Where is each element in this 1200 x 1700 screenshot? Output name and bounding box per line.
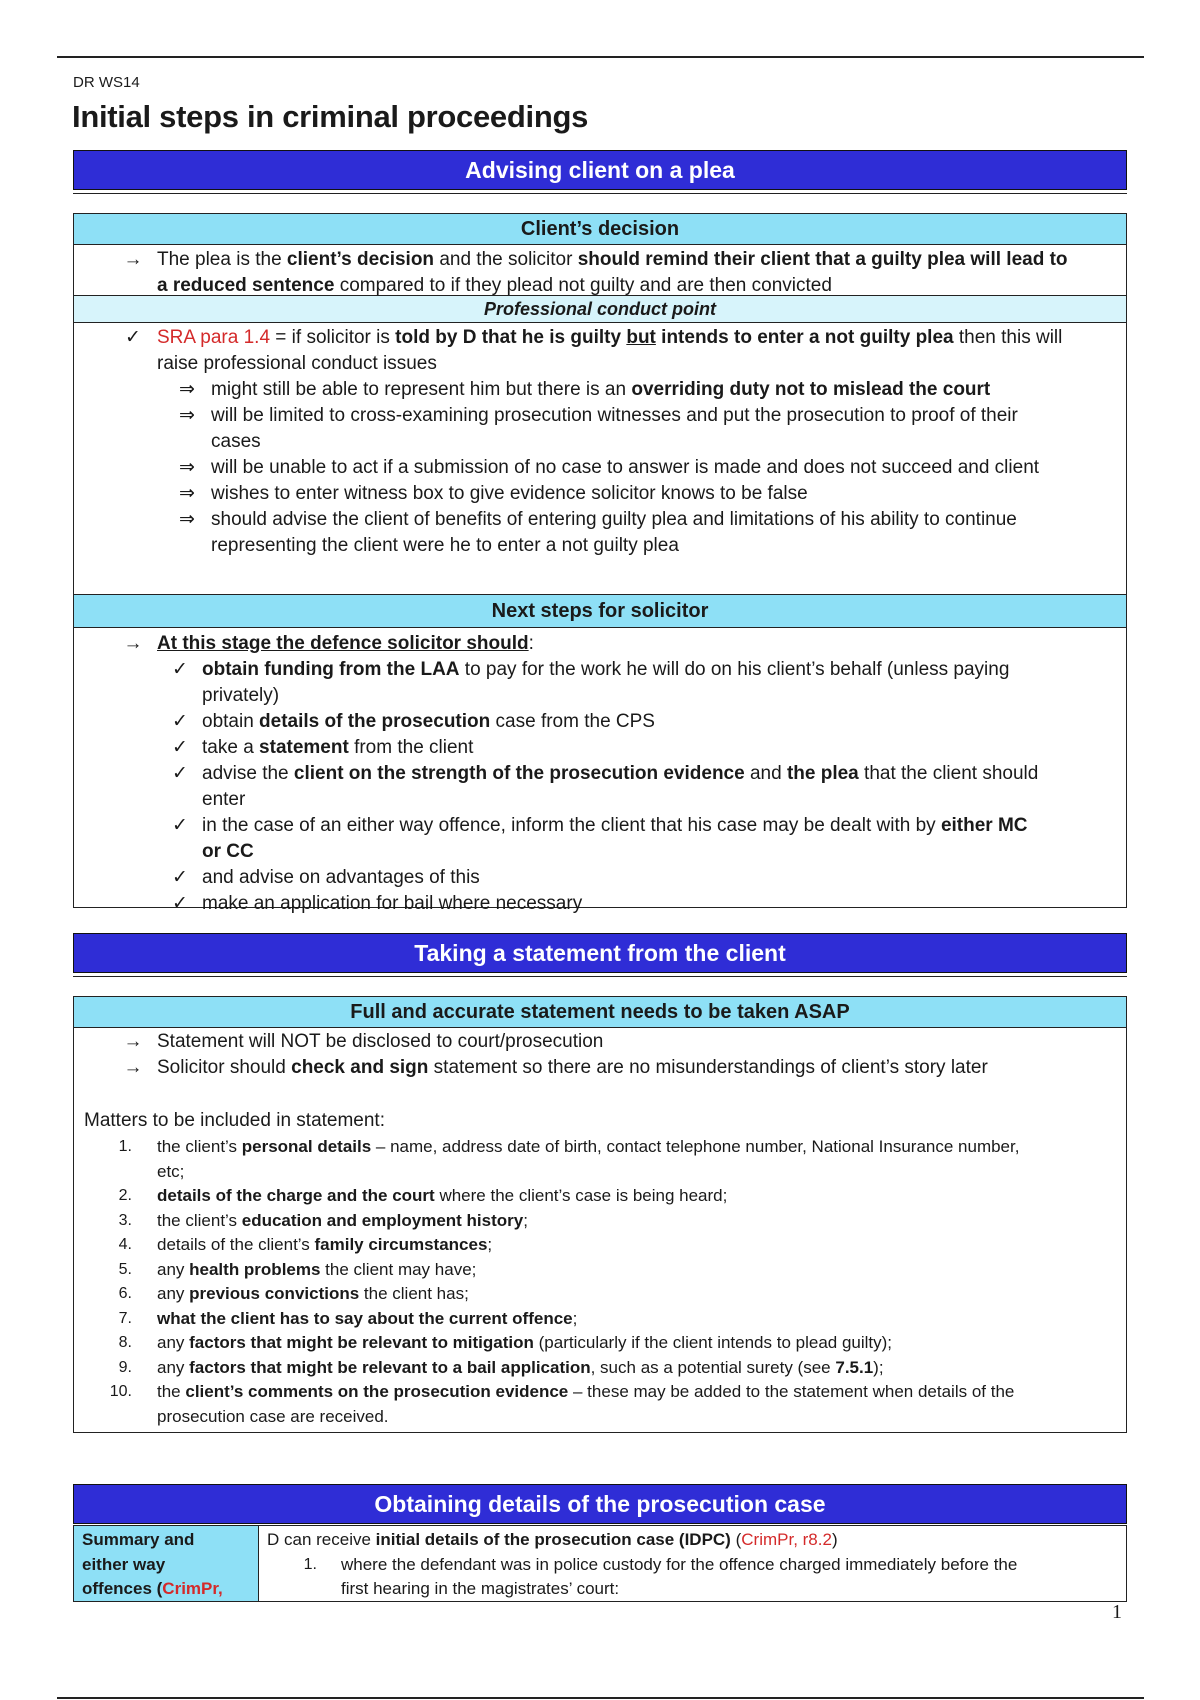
next-steps-heading: Next steps for solicitor — [74, 595, 1126, 628]
section-banner-prosecution: Obtaining details of the prosecution case — [73, 1484, 1127, 1524]
double-arrow-icon: ⇒ — [179, 405, 195, 426]
statement-item-cont: prosecution case are received. — [157, 1406, 389, 1426]
page-number: 1 — [1112, 1601, 1122, 1623]
section-banner-statement: Taking a statement from the client — [73, 933, 1127, 973]
next-step-item-cont: privately) — [202, 685, 280, 706]
idpc-item: 1. where the defendant was in police custody for the offence charged immediately before the — [303, 1554, 1018, 1574]
conduct-sub-item: ⇒ will be limited to cross-examining prosecution witnesses and put the prosecution to proof of their — [74, 403, 1126, 429]
statement-panel — [73, 996, 1127, 1433]
conduct-point: ✓ SRA para 1.4 = if solicitor is told by D that he is guilty but intends to enter a not guilty plea then this will — [74, 325, 1126, 351]
check-icon: ✓ — [172, 763, 188, 784]
arrow-icon: → — [123, 249, 143, 270]
statement-item: 10. the client’s comments on the prosecution evidence – these may be added to the statement when details of the — [109, 1382, 1015, 1401]
matters-label: Matters to be included in statement: — [84, 1110, 385, 1131]
plea-panel — [73, 213, 1127, 914]
statement-item: 8. any factors that might be relevant to mitigation (particularly if the client intends to plead guilty); — [118, 1333, 893, 1352]
check-icon: ✓ — [172, 659, 188, 680]
decision-point-cont: a reduced sentence compared to if they plead not guilty and are then convicted — [157, 275, 832, 296]
next-steps-body — [74, 628, 1126, 917]
double-arrow-icon: ⇒ — [179, 483, 195, 504]
top-rule — [57, 56, 1144, 58]
document-code: DR WS14 — [73, 74, 140, 91]
conduct-sub-item: ⇒ will be unable to act if a submission of no case to answer is made and does not succeed and client — [74, 455, 1126, 481]
double-arrow-icon: ⇒ — [179, 457, 195, 478]
next-steps-lead: → At this stage the defence solicitor should: — [74, 631, 1126, 657]
prosecution-side-cell: Summary and either way offences (CrimPr, — [74, 1526, 259, 1601]
arrow-icon: → — [123, 1057, 143, 1078]
check-icon: ✓ — [172, 711, 188, 732]
arrow-icon: → — [123, 633, 143, 654]
client-decision-heading: Client’s decision — [74, 214, 1126, 245]
conduct-heading: Professional conduct point — [74, 296, 1126, 323]
prosecution-table — [73, 1525, 1127, 1602]
conduct-sub-item: ⇒ should advise the client of benefits of entering guilty plea and limitations of his ability to continue — [74, 507, 1126, 533]
next-step-item: ✓ in the case of an either way offence, inform the client that his case may be dealt with by either MC — [74, 813, 1126, 839]
conduct-sub-item-cont: representing the client were he to enter a not guilty plea — [211, 535, 679, 556]
next-step-item: ✓ obtain funding from the LAA to pay for the work he will do on his client’s behalf (unless paying — [74, 657, 1126, 683]
page-title: Initial steps in criminal proceedings — [72, 99, 589, 134]
prosecution-main-cell — [259, 1526, 1126, 1601]
statement-item: 4. details of the client’s family circumstances; — [118, 1235, 493, 1254]
statement-item: 1. the client’s personal details – name, address date of birth, contact telephone number, National Insurance number, — [118, 1137, 1020, 1156]
decision-point: → The plea is the client’s decision and the solicitor should remind their client that a guilty plea will lead to — [74, 247, 1126, 273]
statement-item: 6. any previous convictions the client has; — [118, 1284, 469, 1303]
next-step-item: ✓ and advise on advantages of this — [74, 865, 1126, 891]
statement-item: 3. the client’s education and employment history; — [118, 1210, 528, 1230]
statement-item: 7. what the client has to say about the current offence; — [118, 1308, 578, 1328]
double-arrow-icon: ⇒ — [179, 379, 195, 400]
statement-heading: Full and accurate statement needs to be taken ASAP — [74, 997, 1126, 1028]
statement-item: 9. any factors that might be relevant to a bail application, such as a potential surety (see 7.5.1); — [118, 1357, 884, 1377]
next-step-item: ✓ obtain details of the prosecution case from the CPS — [74, 709, 1126, 735]
conduct-sub-item: ⇒ might still be able to represent him but there is an overriding duty not to mislead the court — [74, 377, 1126, 403]
next-step-item: ✓ advise the client on the strength of the prosecution evidence and the plea that the client should — [74, 761, 1126, 787]
next-step-item-cont: enter — [202, 789, 246, 810]
conduct-sub-item-cont: cases — [211, 431, 261, 452]
client-decision-body — [74, 245, 1126, 296]
idpc-line: D can receive initial details of the prosecution case (IDPC) (CrimPr, r8.2) — [267, 1530, 838, 1549]
bottom-rule — [57, 1697, 1144, 1699]
statement-point: → Statement will NOT be disclosed to court/prosecution — [74, 1029, 1126, 1055]
conduct-body — [74, 323, 1126, 595]
statement-item: 2. details of the charge and the court where the client’s case is being heard; — [118, 1186, 728, 1205]
statement-item-cont: etc; — [157, 1161, 185, 1181]
conduct-point-cont: raise professional conduct issues — [157, 353, 437, 374]
statement-point: → Solicitor should check and sign statement so there are no misunderstandings of client’s story later — [74, 1055, 1126, 1081]
check-icon: ✓ — [125, 327, 141, 348]
double-arrow-icon: ⇒ — [179, 509, 195, 530]
next-step-item: ✓ take a statement from the client — [74, 735, 1126, 761]
check-icon: ✓ — [172, 867, 188, 888]
next-step-item-cont: or CC — [202, 841, 254, 862]
check-icon: ✓ — [172, 893, 188, 914]
next-step-item: ✓ make an application for bail where necessary — [74, 891, 1126, 917]
conduct-sub-item: ⇒ wishes to enter witness box to give evidence solicitor knows to be false — [74, 481, 1126, 507]
section-banner-plea: Advising client on a plea — [73, 150, 1127, 190]
sra-reference: SRA para 1.4 — [157, 327, 271, 348]
check-icon: ✓ — [172, 815, 188, 836]
statement-item: 5. any health problems the client may have; — [118, 1259, 477, 1279]
arrow-icon: → — [123, 1031, 143, 1052]
statement-body — [74, 1028, 1126, 1429]
check-icon: ✓ — [172, 737, 188, 758]
idpc-item-cont: first hearing in the magistrates’ court: — [341, 1579, 620, 1598]
